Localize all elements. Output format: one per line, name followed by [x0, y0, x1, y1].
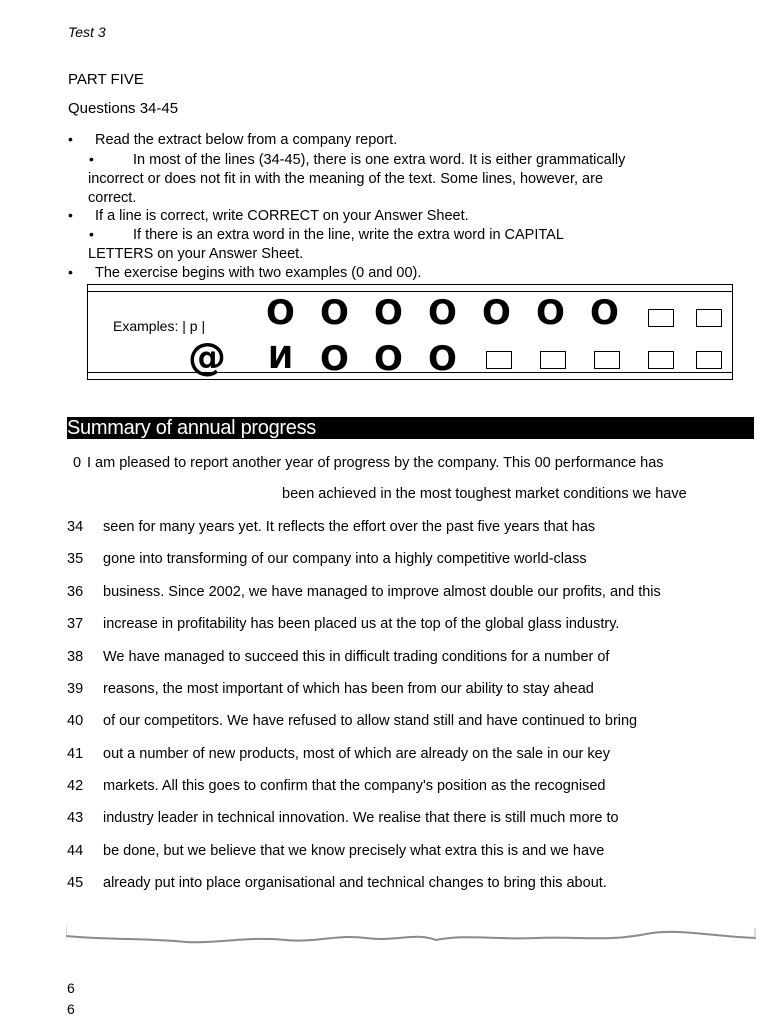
page-number: 6: [67, 980, 75, 996]
line-number: 35: [67, 551, 84, 567]
examples-label: Examples: | p |: [113, 318, 206, 334]
instruction-line: In most of the lines (34-45), there is one extra word. It is either grammatically: [133, 152, 626, 168]
answer-square: [648, 351, 674, 369]
bullet-icon: •: [68, 131, 73, 147]
line-text: of our competitors. We have refused to allow stand still and have continued to bring: [103, 713, 638, 729]
page-number: 6: [67, 1001, 75, 1017]
answer-square: [594, 351, 620, 369]
bullet-icon: •: [68, 207, 73, 223]
line-text: We have managed to succeed this in difficult trading conditions for a number of: [103, 649, 610, 665]
example-glyph: O: [374, 339, 403, 379]
instruction-line: incorrect or does not fit in with the meaning of the text. Some lines, however, are: [88, 171, 604, 187]
line-number: 36: [67, 584, 84, 600]
line-number: 40: [67, 713, 84, 729]
example-glyph: O: [428, 339, 457, 379]
bullet-icon: •: [89, 226, 94, 242]
instruction-line: The exercise begins with two examples (0 and 00).: [95, 265, 422, 281]
line-number: 38: [67, 649, 84, 665]
instruction-line: correct.: [88, 190, 137, 206]
example-glyph: O: [536, 293, 565, 333]
example-glyph: O: [482, 293, 511, 333]
line-text: increase in profitability has been placed us at the top of the global glass industry.: [103, 616, 620, 632]
answer-square: [540, 351, 566, 369]
line-number: 0: [73, 455, 82, 471]
line-number: 45: [67, 875, 84, 891]
questions-range: Questions 34-45: [68, 100, 179, 117]
example-glyph: O: [374, 293, 403, 333]
example-glyph: O: [320, 293, 349, 333]
examples-box: [87, 284, 733, 380]
part-title: PART FIVE: [68, 71, 144, 88]
answer-square: [696, 351, 722, 369]
line-number: 43: [67, 810, 84, 826]
summary-heading: [67, 417, 754, 439]
line-number: 37: [67, 616, 84, 632]
answer-square: [696, 309, 722, 327]
instruction-line: If a line is correct, write CORRECT on your Answer Sheet.: [95, 208, 469, 224]
line-text: already put into place organisational and technical changes to bring this about.: [103, 875, 607, 891]
at-sign-glyph: @: [188, 335, 226, 379]
summary-title: Summary of annual progress: [67, 417, 316, 439]
line-text: gone into transforming of our company into a highly competitive world-class: [103, 551, 587, 567]
torn-edge-divider: [66, 918, 756, 950]
line-text: I am pleased to report another year of progress by the company. This 00 performance has: [87, 455, 664, 471]
line-number: 44: [67, 843, 84, 859]
instruction-line: If there is an extra word in the line, write the extra word in CAPITAL: [133, 227, 564, 243]
line-number: 42: [67, 778, 84, 794]
example-glyph: O: [590, 293, 619, 333]
line-text: be done, but we believe that we know precisely what extra this is and we have: [103, 843, 605, 859]
test-label: Test 3: [68, 24, 106, 40]
answer-square: [486, 351, 512, 369]
line-text: reasons, the most important of which has been from our ability to stay ahead: [103, 681, 594, 697]
instruction-line: LETTERS on your Answer Sheet.: [88, 246, 304, 262]
line-number: 39: [67, 681, 84, 697]
example-glyph: O: [266, 293, 295, 333]
instruction-line: Read the extract below from a company report.: [95, 132, 398, 148]
line-text: markets. All this goes to confirm that the company's position as the recognised: [103, 778, 606, 794]
example-glyph: И: [268, 341, 294, 376]
answer-square: [648, 309, 674, 327]
example-glyph: O: [428, 293, 457, 333]
line-number: 41: [67, 746, 84, 762]
line-text: seen for many years yet. It reflects the effort over the past five years that has: [103, 519, 596, 535]
line-text: out a number of new products, most of which are already on the sale in our key: [103, 746, 610, 762]
bullet-icon: •: [68, 264, 73, 280]
line-number: 34: [67, 519, 84, 535]
example-glyph: O: [320, 339, 349, 379]
line-text: industry leader in technical innovation. We realise that there is still much more to: [103, 810, 619, 826]
line-text: business. Since 2002, we have managed to improve almost double our profits, and this: [103, 584, 661, 600]
line-text: been achieved in the most toughest market conditions we have: [282, 486, 687, 502]
bullet-icon: •: [89, 151, 94, 167]
